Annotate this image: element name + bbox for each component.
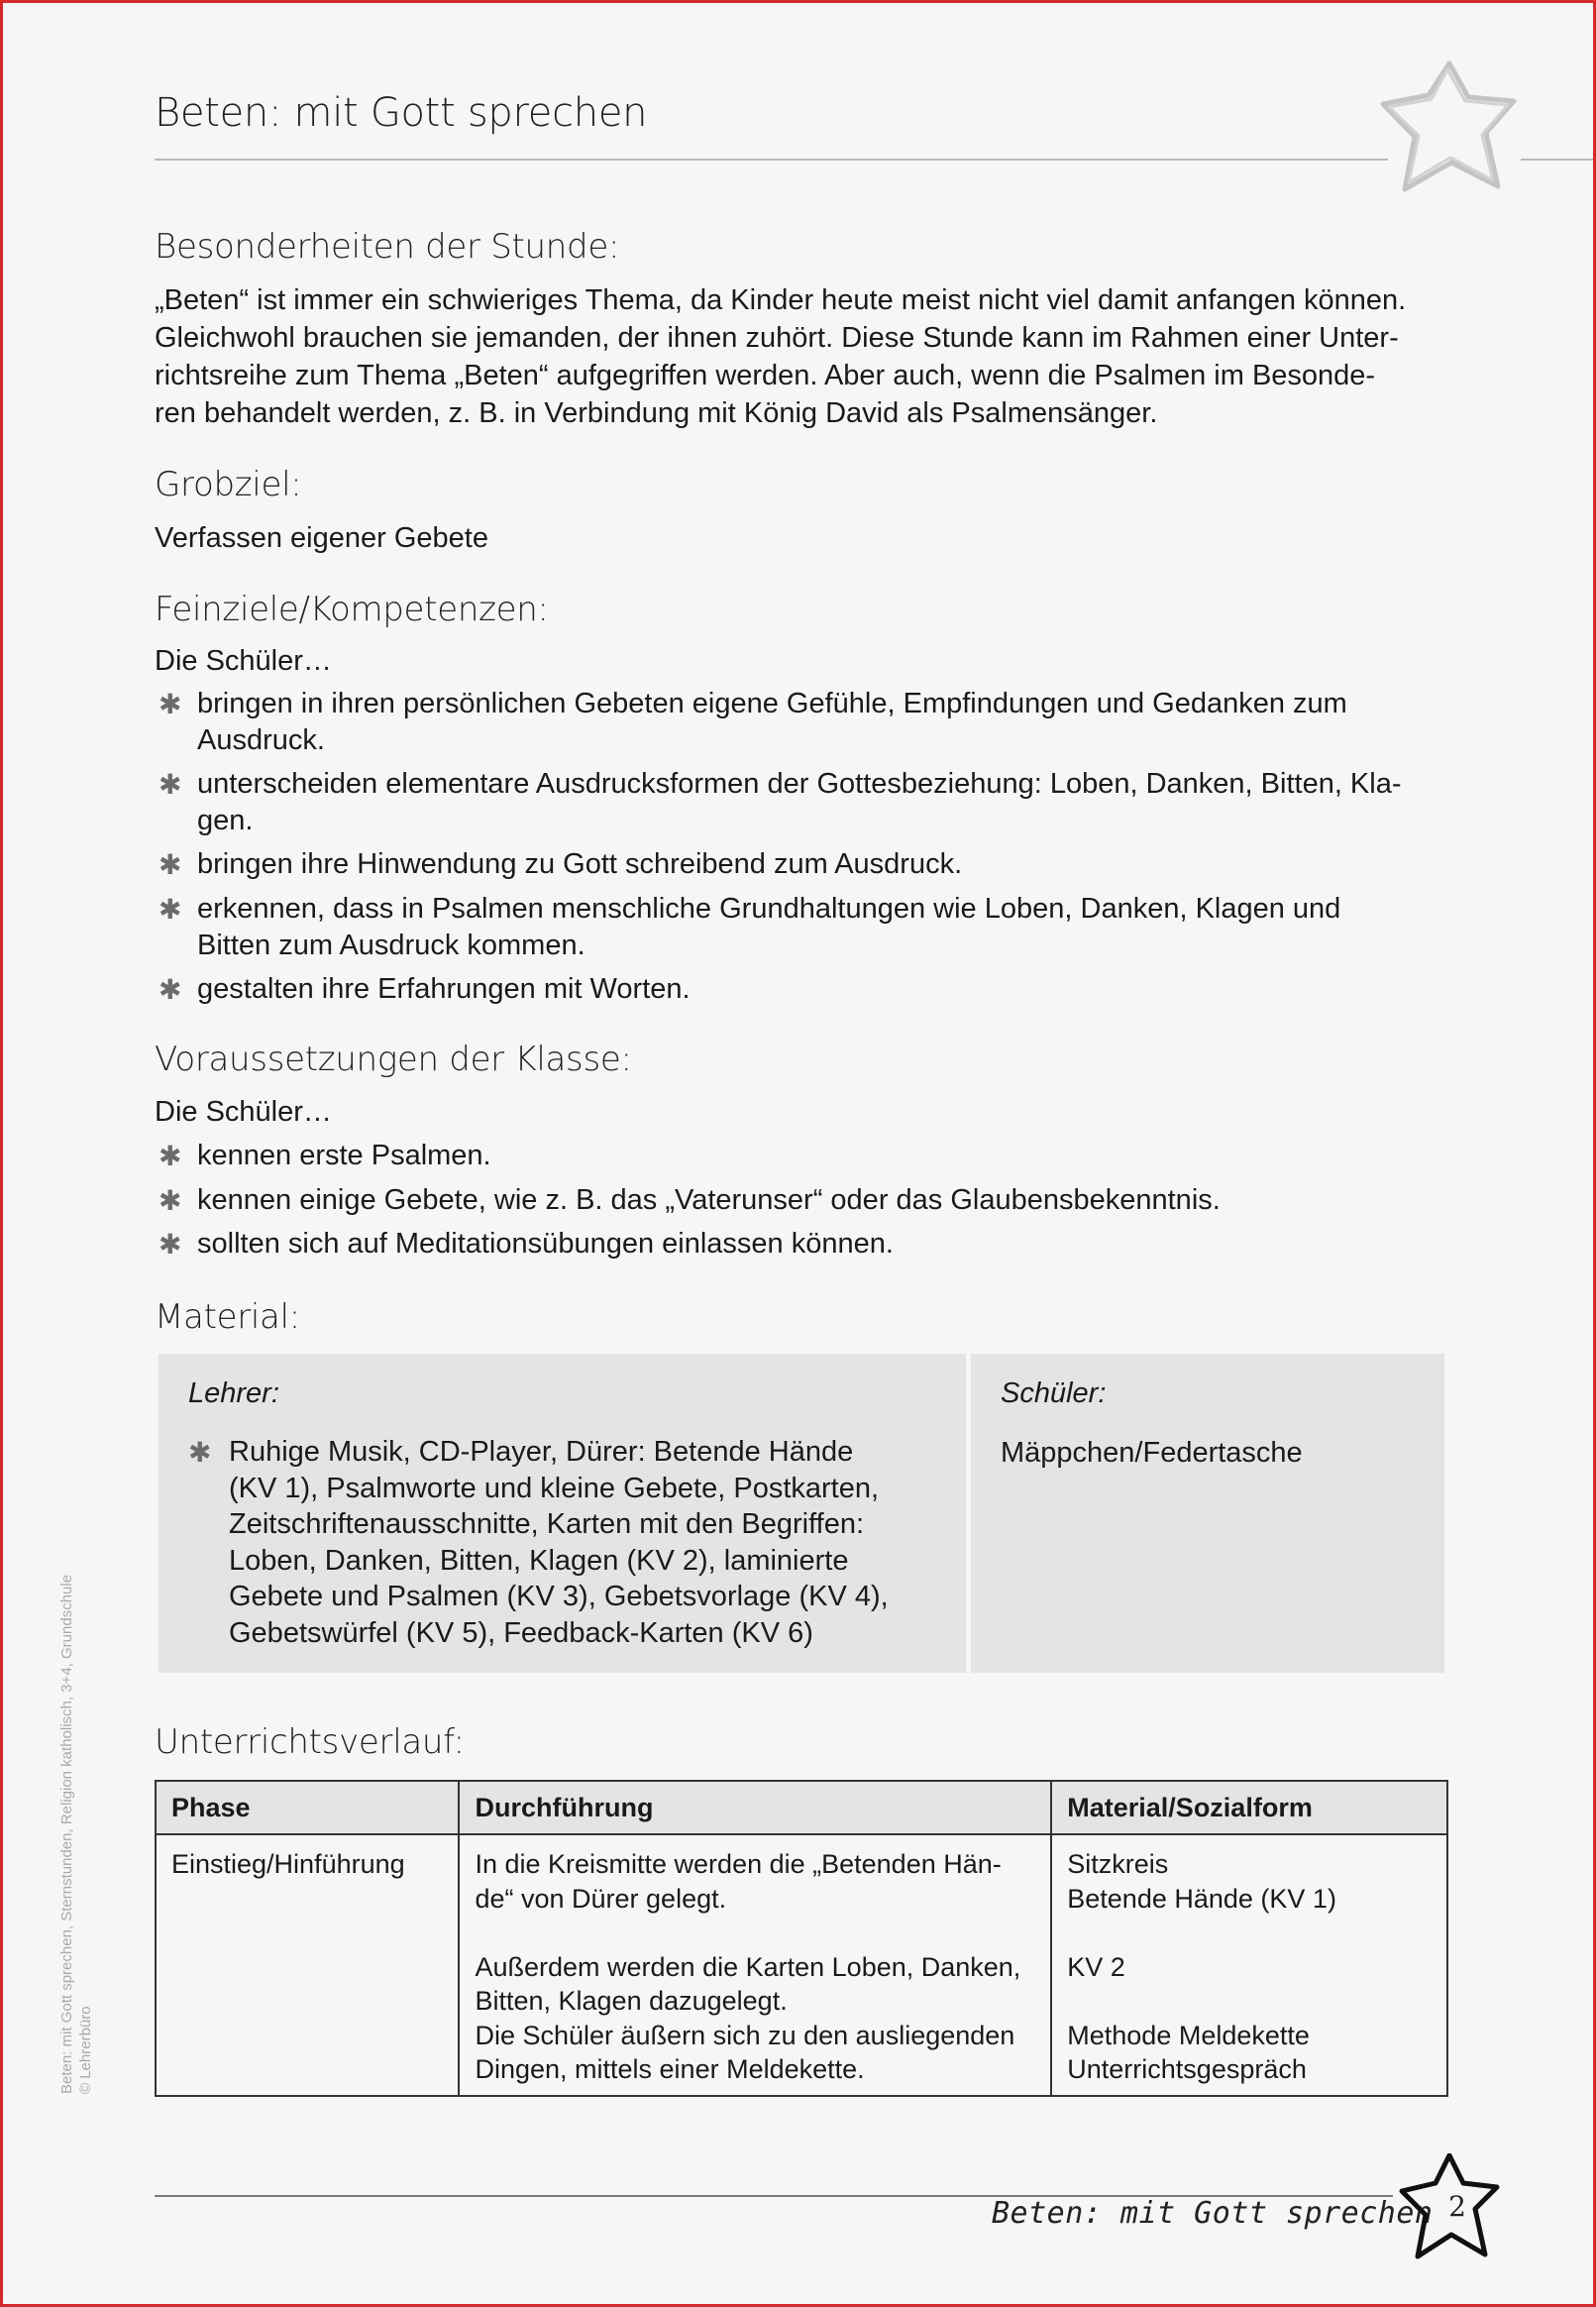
text-line: de“ von Dürer gelegt. (475, 1883, 727, 1914)
text-line: Betende Hände (KV 1) (1067, 1883, 1336, 1914)
text-line: Ausdruck. (197, 724, 325, 756)
asterisk-bullet-icon: ✱ (159, 1185, 182, 1216)
text-line: (KV 1), Psalmworte und kleine Gebete, Postkarten, (229, 1472, 880, 1504)
text-line: KV 2 (1067, 1951, 1125, 1982)
text-line: Gebete und Psalmen (KV 3), Gebetsvorlage (KV 4), (229, 1581, 889, 1612)
phase-text: Einstieg/Hinführung (171, 1849, 405, 1879)
text-line: Methode Meldekette (1067, 2020, 1310, 2050)
phase-cell (156, 1834, 459, 2096)
header-divider-right (1521, 159, 1596, 161)
section-heading-material: Material: (155, 1297, 300, 1337)
spacer (1067, 1916, 1432, 1950)
durchfuehrung-cell (459, 1834, 1051, 2096)
text-line: Bitten zum Ausdruck kommen. (197, 930, 585, 961)
footer-title: Beten: mit Gott sprechen (992, 2196, 1434, 2231)
text-line: kennen einige Gebete, wie z. B. das „Vaterunser“ oder das Glaubensbekenntnis. (197, 1184, 1221, 1216)
star-icon (1375, 57, 1524, 201)
text-line: Unterrichtsgespräch (1067, 2054, 1307, 2084)
text-line: Dingen, mittels einer Meldekette. (475, 2054, 865, 2084)
source-credit-line: Beten: mit Gott sprechen, Sternstunden, Religion katholisch, 3+4, Grundschule (58, 1574, 75, 2094)
list-item (155, 686, 1347, 759)
unterrichtsverlauf-table (155, 1780, 1448, 2097)
lehrer-label: Lehrer: (188, 1377, 279, 1409)
table-row (156, 1834, 1447, 2096)
grobziel-text (155, 519, 1452, 557)
section-heading-voraussetzungen: Voraussetzungen der Klasse: (155, 1040, 632, 1079)
list-item (155, 891, 1340, 964)
list-item (155, 1138, 491, 1174)
column-header-durchfuehrung: Durchführung (459, 1781, 1051, 1834)
text-line: Loben, Danken, Bitten, Klagen (KV 2), laminierte (229, 1544, 849, 1577)
text-line: ren behandelt werden, z. B. in Verbindung mit König David als Psalmensänger. (155, 397, 1158, 429)
text-line: Gleichwohl brauchen sie jemanden, der ihnen zuhört. Diese Stunde kann im Rahmen einer Unter- (155, 322, 1399, 354)
section-heading-verlauf: Unterrichtsverlauf: (155, 1722, 465, 1762)
text-line: Die Schüler… (155, 1096, 332, 1128)
asterisk-bullet-icon: ✱ (159, 689, 182, 719)
text-line: erkennen, dass in Psalmen menschliche Grundhaltungen wie Loben, Danken, Klagen und (197, 893, 1341, 925)
asterisk-bullet-icon: ✱ (159, 1141, 182, 1171)
list-item (155, 1182, 1221, 1219)
text-line: In die Kreismitte werden die „Betenden Hän- (475, 1849, 1002, 1879)
text-line: gestalten ihre Erfahrungen mit Worten. (197, 973, 691, 1005)
asterisk-bullet-icon: ✱ (159, 974, 182, 1005)
list-item (155, 766, 1402, 839)
material-lehrer-panel (159, 1354, 966, 1673)
source-credit-vertical (57, 1575, 95, 2094)
text-line: richtsreihe zum Thema „Beten“ aufgegriffen werden. Aber auch, wenn die Psalmen im Besonde- (155, 360, 1376, 391)
text-line: Außerdem werden die Karten Loben, Danken, (475, 1951, 1021, 1982)
material-cell (1051, 1834, 1447, 2096)
text-line: bringen ihre Hinwendung zu Gott schreibend zum Ausdruck. (197, 848, 963, 880)
text-line: Mäppchen/Federtasche (1001, 1437, 1303, 1469)
voraussetzungen-intro (155, 1093, 1452, 1131)
section-heading-feinziele: Feinziele/Kompetenzen: (155, 590, 549, 629)
asterisk-bullet-icon: ✱ (159, 769, 182, 800)
section-heading-besonderheiten: Besonderheiten der Stunde: (155, 227, 620, 267)
text-line: sollten sich auf Meditationsübungen einlassen können. (197, 1228, 894, 1260)
text-line: Zeitschriftenausschnitte, Karten mit den Begriffen: (229, 1508, 865, 1540)
spacer (1067, 1984, 1432, 2019)
text-line: bringen in ihren persönlichen Gebeten eigene Gefühle, Empfindungen und Gedanken zum (197, 688, 1347, 719)
text-line: Bitten, Klagen dazugelegt. (475, 1986, 788, 2016)
schueler-material (1001, 1435, 1303, 1472)
text-line: Gebetswürfel (KV 5), Feedback-Karten (KV 6) (229, 1616, 813, 1649)
column-header-material: Material/Sozialform (1051, 1781, 1447, 1834)
list-item (155, 846, 962, 883)
asterisk-bullet-icon: ✱ (159, 849, 182, 880)
copyright-line: © Lehrerbüro (77, 2006, 94, 2094)
text-line: Sitzkreis (1067, 1849, 1169, 1879)
feinziele-intro (155, 642, 1452, 680)
page-title: Beten: mit Gott sprechen (155, 90, 648, 136)
spacer (475, 1916, 1035, 1950)
section-heading-grobziel: Grobziel: (155, 465, 302, 504)
text-line: Die Schüler… (155, 645, 332, 677)
table-header-row (156, 1781, 1447, 1834)
list-item (155, 1226, 894, 1263)
besonderheiten-text (155, 281, 1452, 432)
asterisk-bullet-icon: ✱ (159, 1229, 182, 1260)
asterisk-bullet-icon: ✱ (159, 894, 182, 925)
asterisk-bullet-icon: ✱ (188, 1437, 212, 1468)
text-line: unterscheiden elementare Ausdrucksformen der Gottesbeziehung: Loben, Danken, Bitten, Kla- (197, 768, 1402, 800)
text-line: Ruhige Musik, CD-Player, Dürer: Betende Hände (229, 1436, 854, 1468)
schueler-label: Schüler: (1001, 1377, 1107, 1409)
text-line: gen. (197, 805, 254, 836)
list-item (155, 971, 691, 1008)
header-divider (155, 159, 1388, 161)
text-line: kennen erste Psalmen. (197, 1140, 491, 1171)
page-number: 2 (1448, 2190, 1466, 2223)
material-schueler-panel (971, 1354, 1444, 1673)
lehrer-material-list (229, 1434, 889, 1651)
column-header-phase: Phase (156, 1781, 459, 1834)
text-line: Die Schüler äußern sich zu den ausliegenden (475, 2020, 1015, 2050)
text-line: Verfassen eigener Gebete (155, 522, 488, 554)
text-line: „Beten“ ist immer ein schwieriges Thema, da Kinder heute meist nicht viel damit anfangen können. (155, 284, 1407, 316)
